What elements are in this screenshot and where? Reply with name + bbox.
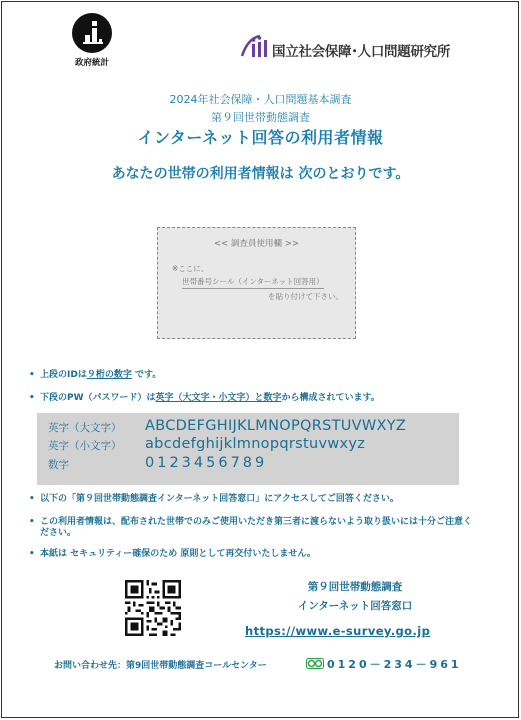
- lowercase-chars: abcdefghijklmnopqrstuvwxyz: [145, 436, 366, 452]
- sticker-instruction-3: を貼り付けて下さい。: [268, 292, 343, 301]
- qr-code-icon[interactable]: [125, 580, 181, 636]
- id-note-emphasis: ９桁の数字: [86, 370, 132, 380]
- digits-label: 数字: [48, 459, 69, 471]
- contact-label: お問い合わせ先：第9回世帯動態調査コールセンター: [54, 661, 267, 671]
- survey-name: 2024年社会保障・人口問題基本調査: [169, 93, 352, 106]
- id-note-text-c: です。: [131, 370, 162, 380]
- sticker-placement-area: [157, 227, 356, 339]
- id-note-text-a: 上段のIDは: [40, 370, 87, 380]
- uppercase-chars: ABCDEFGHIJKLMNOPQRSTUVWXYZ: [145, 418, 407, 434]
- sticker-instruction-1: ※ここに、: [172, 264, 209, 273]
- uppercase-label: 英字（大文字）: [48, 422, 122, 434]
- page-subtitle: あなたの世帯の利用者情報は 次のとおりです。: [111, 166, 410, 182]
- gov-stats-label: 政府統計: [74, 58, 109, 68]
- password-character-table: [37, 413, 459, 485]
- portal-name-line-2: インターネット回答窓口: [297, 600, 413, 612]
- pw-note-text-a: 下段のPW（パスワード）は: [40, 393, 156, 403]
- pw-note: [40, 393, 380, 404]
- sticker-instruction-2: 世帯番号シール（インターネット回答用）: [182, 276, 324, 289]
- lowercase-label: 英字（小文字）: [48, 440, 122, 452]
- institute-name: 国立社会保障･人口問題研究所: [272, 44, 451, 60]
- call-center-phone[interactable]: 0120－234－961: [327, 658, 462, 671]
- security-note: • 本紙は セキュリティー確保のため 原則として再交付いたしません。: [40, 549, 316, 560]
- page-title: インターネット回答の利用者情報: [137, 128, 384, 147]
- survey-round: 第９回世帯動態調査: [211, 111, 310, 124]
- freedial-icon: [306, 658, 324, 669]
- survey-url-link[interactable]: https://www.e-survey.go.jp: [245, 624, 431, 638]
- access-note: • 以下の「第９回世帯動態調査インターネット回答窓口」にアクセスしてご回答ください。: [40, 494, 399, 505]
- digit-chars: 0123456789: [145, 455, 268, 471]
- ipss-logo-icon: [240, 34, 268, 60]
- sticker-heading: << 調査員使用欄 >>: [214, 239, 299, 249]
- usage-note: • この利用者情報は、配布された世帯でのみご使用いただき第三者に渡らないよう取り扱いには十分ご注意ください。: [40, 517, 480, 539]
- pw-note-text-c: から構成されています。: [281, 393, 380, 403]
- portal-name-line-1: 第９回世帯動態調査: [307, 581, 403, 593]
- government-statistics-logo-icon: [72, 13, 112, 53]
- pw-note-emphasis: 英字（大文字・小文字）と数字: [155, 393, 282, 403]
- id-note: [40, 370, 161, 381]
